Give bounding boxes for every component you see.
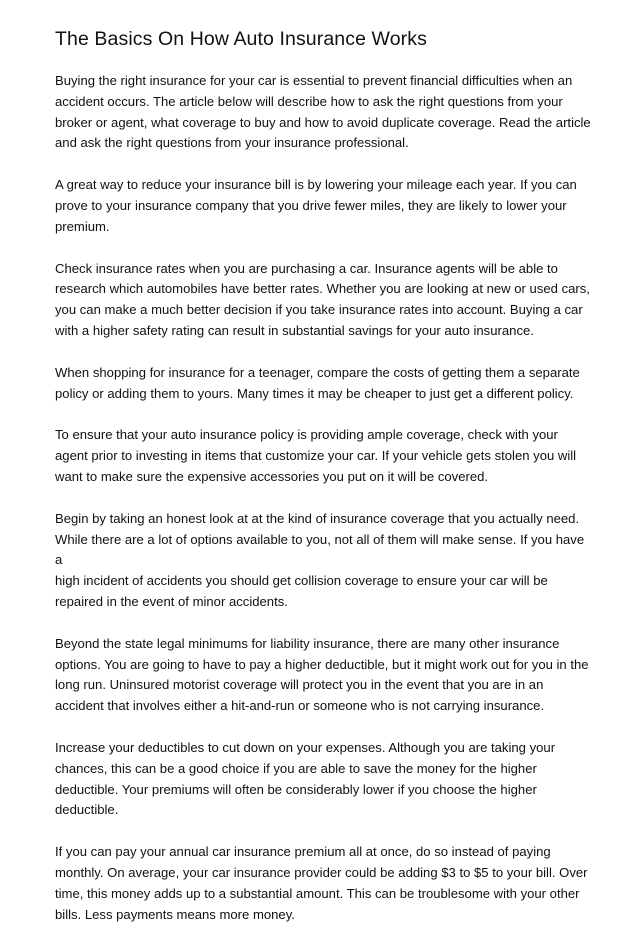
paragraph bbox=[55, 425, 595, 487]
paragraph bbox=[55, 363, 595, 405]
paragraph-line: To ensure that your auto insurance policy is providing ample coverage, check with your bbox=[55, 427, 558, 443]
paragraph-line: agent prior to investing in items that customize your car. If your vehicle gets stolen you will bbox=[55, 448, 577, 464]
paragraph-line: policy or adding them to yours. Many times it may be cheaper to just get a different policy. bbox=[55, 385, 574, 401]
paragraph-line: monthly. On average, your car insurance provider could be adding $3 to $5 to your bill. Over bbox=[55, 864, 588, 880]
paragraph-line: Beyond the state legal minimums for liability insurance, there are many other insurance bbox=[55, 635, 560, 651]
paragraph-line: chances, this can be a good choice if you are able to save the money for the higher bbox=[55, 760, 537, 776]
paragraph-line: accident that involves either a hit-and-run or someone who is not carrying insurance. bbox=[55, 698, 545, 714]
paragraph-line: When shopping for insurance for a teenager, compare the costs of getting them a separate bbox=[55, 364, 580, 380]
paragraph-line: high incident of accidents you should get collision coverage to ensure your car will be bbox=[55, 573, 548, 589]
paragraph-line: and ask the right questions from your insurance professional. bbox=[55, 135, 409, 151]
paragraph-line: long run. Uninsured motorist coverage will protect you in the event that you are in an bbox=[55, 677, 544, 693]
paragraph-line: accident occurs. The article below will describe how to ask the right questions from your bbox=[55, 93, 563, 109]
paragraph-line: Begin by taking an honest look at at the kind of insurance coverage that you actually need. bbox=[55, 510, 580, 526]
paragraph-line: repaired in the event of minor accidents. bbox=[55, 593, 288, 609]
paragraph-line: research which automobiles have better rates. Whether you are looking at new or used cars, bbox=[55, 281, 590, 297]
paragraph-line: want to make sure the expensive accessories you put on it will be covered. bbox=[55, 468, 489, 484]
paragraph-line: deductible. bbox=[55, 802, 119, 818]
page-title: The Basics On How Auto Insurance Works bbox=[55, 28, 427, 50]
paragraph bbox=[55, 259, 595, 342]
paragraph-line: prove to your insurance company that you drive fewer miles, they are likely to lower your bbox=[55, 197, 567, 213]
paragraph bbox=[55, 738, 595, 821]
paragraph-line: you can make a much better decision if you take insurance rates into account. Buying a car bbox=[55, 302, 583, 318]
paragraph bbox=[55, 509, 595, 613]
paragraph-line: Check insurance rates when you are purchasing a car. Insurance agents will be able to bbox=[55, 260, 558, 276]
paragraph-line: If you can pay your annual car insurance premium all at once, do so instead of paying bbox=[55, 844, 551, 860]
paragraph-line: bills. Less payments means more money. bbox=[55, 906, 295, 922]
paragraph-line: Buying the right insurance for your car is essential to prevent financial difficulties when an bbox=[55, 73, 573, 88]
paragraph-line: premium. bbox=[55, 218, 110, 234]
paragraph-line: time, this money adds up to a substantial amount. This can be troublesome with your other bbox=[55, 885, 580, 901]
paragraph-line: Increase your deductibles to cut down on your expenses. Although you are taking your bbox=[55, 739, 556, 755]
paragraph-line: options. You are going to have to pay a higher deductible, but it might work out for you in the bbox=[55, 656, 589, 672]
paragraph bbox=[55, 634, 595, 717]
paragraph bbox=[55, 175, 595, 237]
document-page bbox=[55, 26, 595, 946]
paragraph-line: deductible. Your premiums will often be considerably lower if you choose the higher bbox=[55, 781, 537, 797]
paragraph-line: While there are a lot of options available to you, not all of them will make sense. If you have a bbox=[55, 531, 585, 568]
paragraph-line: with a higher safety rating can result in substantial savings for your auto insurance. bbox=[55, 322, 534, 338]
paragraph bbox=[55, 71, 595, 154]
paragraph-line: broker or agent, what coverage to buy and how to avoid duplicate coverage. Read the article bbox=[55, 114, 591, 130]
paragraph bbox=[55, 842, 595, 925]
article-body bbox=[55, 71, 595, 925]
paragraph-line: A great way to reduce your insurance bill is by lowering your mileage each year. If you can bbox=[55, 177, 577, 193]
